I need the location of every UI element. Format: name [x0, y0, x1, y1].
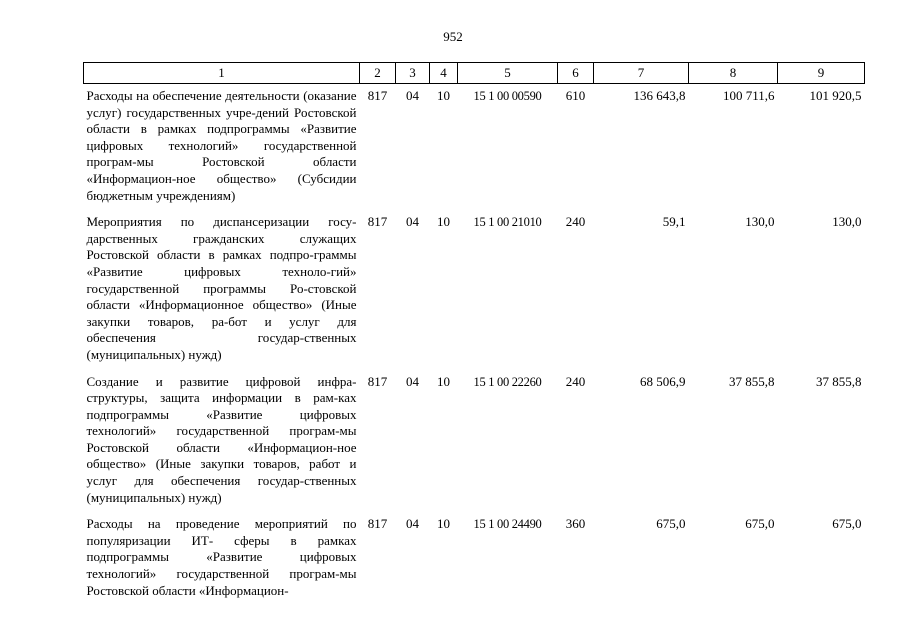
row-description: Мероприятия по диспансеризации госу-дарственных гражданских служащих Ростовской области в рамках подпро-граммы «Развитие цифровых техноло-гий» государственной программы Ро-стовской области «Информационное общество» (Иные закупки товаров, ра-бот и услуг для обеспечения государ-ственных (муниципальных) нужд)	[86, 214, 357, 362]
row-expense-type: 240	[565, 214, 586, 230]
row-ministry-code: 817	[367, 214, 388, 230]
row-expense-type: 610	[565, 88, 586, 103]
row-ministry-code: 817	[367, 373, 388, 389]
row-target-code: 15 1 00 00590	[473, 89, 542, 103]
row-amount-col-9: 675,0	[832, 516, 862, 532]
row-amount-col-8: 675,0	[745, 516, 775, 532]
row-subsection-code: 10	[437, 214, 450, 230]
row-amount-col-9: 101 920,5	[809, 88, 862, 103]
header-col-6: 6	[558, 63, 594, 84]
row-subsection-code: 10	[437, 373, 450, 389]
header-col-4: 4	[430, 63, 458, 84]
header-col-8: 8	[689, 63, 778, 84]
header-row	[84, 63, 865, 84]
row-expense-type: 360	[565, 516, 586, 532]
row-section-code: 04	[406, 214, 419, 230]
header-col-2: 2	[360, 63, 396, 84]
row-amount-col-7: 136 643,8	[633, 88, 686, 103]
row-target-code: 15 1 00 21010	[473, 215, 542, 230]
budget-table	[83, 62, 865, 605]
row-amount-col-7: 59,1	[662, 214, 686, 230]
header-col-1: 1	[84, 63, 360, 84]
row-ministry-code: 817	[367, 516, 388, 532]
row-amount-col-9: 130,0	[832, 214, 862, 230]
row-amount-col-8: 130,0	[745, 214, 775, 230]
table-row	[84, 512, 865, 605]
row-amount-col-8: 100 711,6	[722, 88, 775, 103]
header-col-7: 7	[594, 63, 689, 84]
row-description: Расходы на обеспечение деятельности (оказание услуг) государственных учре-дений Ростовской области в рамках подпрограммы «Развитие цифровых технологий» государственной програм-мы Ростовской области «Информацион-ное общество» (Субсидии бюджетным учреждениям)	[86, 88, 357, 203]
row-section-code: 04	[406, 373, 419, 389]
page-number: 952	[443, 29, 463, 44]
row-target-code: 15 1 00 22260	[473, 374, 542, 389]
row-amount-col-7: 68 506,9	[640, 373, 686, 389]
row-amount-col-9: 37 855,8	[816, 373, 862, 389]
row-expense-type: 240	[565, 373, 586, 389]
row-target-code: 15 1 00 24490	[473, 517, 542, 532]
row-amount-col-7: 675,0	[656, 516, 686, 532]
row-ministry-code: 817	[367, 88, 388, 103]
row-description: Расходы на проведение мероприятий по популяризации ИТ- сферы в рамках подпрограммы «Развитие цифровых технологий» государственной програм-мы Ростовской области «Информацион-	[86, 516, 357, 598]
table-row	[84, 84, 865, 211]
table-row	[84, 210, 865, 369]
row-section-code: 04	[406, 516, 419, 532]
row-section-code: 04	[406, 88, 419, 103]
header-col-9: 9	[778, 63, 865, 84]
row-subsection-code: 10	[437, 516, 450, 532]
header-col-3: 3	[396, 63, 430, 84]
row-description: Создание и развитие цифровой инфра-структуры, защита информации в рам-ках подпрограммы «Развитие цифровых технологий» государственной програм-мы Ростовской области «Информацион-ное общество» (Иные закупки товаров, работ и услуг для обеспечения государ-ственных (муниципальных) нужд)	[86, 373, 357, 505]
row-amount-col-8: 37 855,8	[729, 373, 775, 389]
row-subsection-code: 10	[437, 88, 450, 103]
header-col-5: 5	[458, 63, 558, 84]
table-row	[84, 370, 865, 513]
